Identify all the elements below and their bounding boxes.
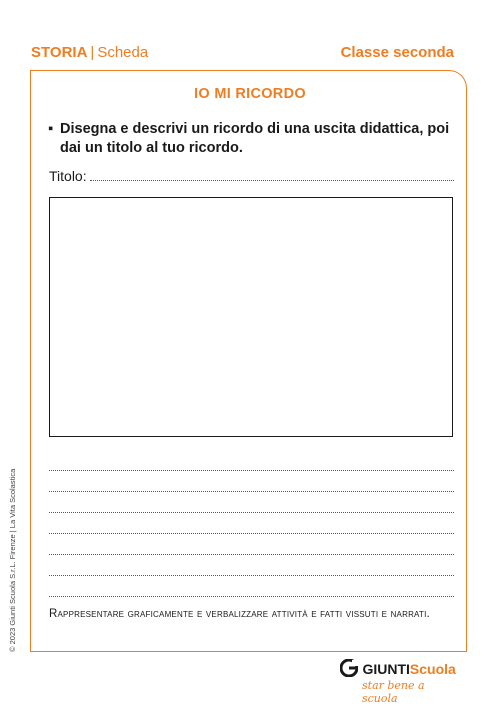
writing-line[interactable]: [49, 450, 454, 471]
frame-left-border: [30, 70, 31, 652]
header-subject: [31, 44, 148, 61]
writing-line[interactable]: [49, 534, 454, 555]
title-label: Titolo:: [49, 168, 87, 184]
writing-line[interactable]: [49, 492, 454, 513]
writing-line[interactable]: [49, 576, 454, 597]
copyright-text: © 2023 Giunti Scuola S.r.L. Firenze | La Vita Scolastica: [8, 468, 17, 652]
writing-line[interactable]: [49, 513, 454, 534]
drawing-box[interactable]: [49, 197, 453, 437]
header-separator: |: [90, 44, 95, 61]
writing-line[interactable]: [49, 471, 454, 492]
sheet-type-label: Scheda: [97, 44, 149, 61]
writing-lines[interactable]: [49, 450, 454, 597]
sheet-title: IO MI RICORDO: [194, 86, 306, 102]
giunti-logo-icon: [340, 659, 358, 677]
subject-label: STORIA: [31, 44, 88, 61]
writing-line[interactable]: [49, 555, 454, 576]
frame-top-border: [30, 70, 435, 71]
brand-secondary: Scuola: [409, 661, 456, 677]
learning-objective: Rappresentare graficamente e verbalizzare attività e fatti vissuti e narrati.: [49, 608, 430, 620]
title-field[interactable]: [49, 168, 454, 184]
grade-label: Classe seconda: [340, 44, 454, 61]
brand-primary: GIUNTI: [362, 661, 410, 677]
title-dotted-line[interactable]: [90, 168, 454, 181]
instruction-text: Disegna e descrivi un ricordo di una uscita didattica, poi dai un titolo al tuo ricordo.: [60, 121, 450, 156]
giunti-scuola-logo: [340, 659, 460, 705]
instruction: [48, 120, 458, 158]
brand-tagline: star bene a scuola: [362, 679, 425, 705]
frame-bottom-border: [30, 651, 467, 652]
bullet-icon: ▪: [48, 121, 54, 137]
